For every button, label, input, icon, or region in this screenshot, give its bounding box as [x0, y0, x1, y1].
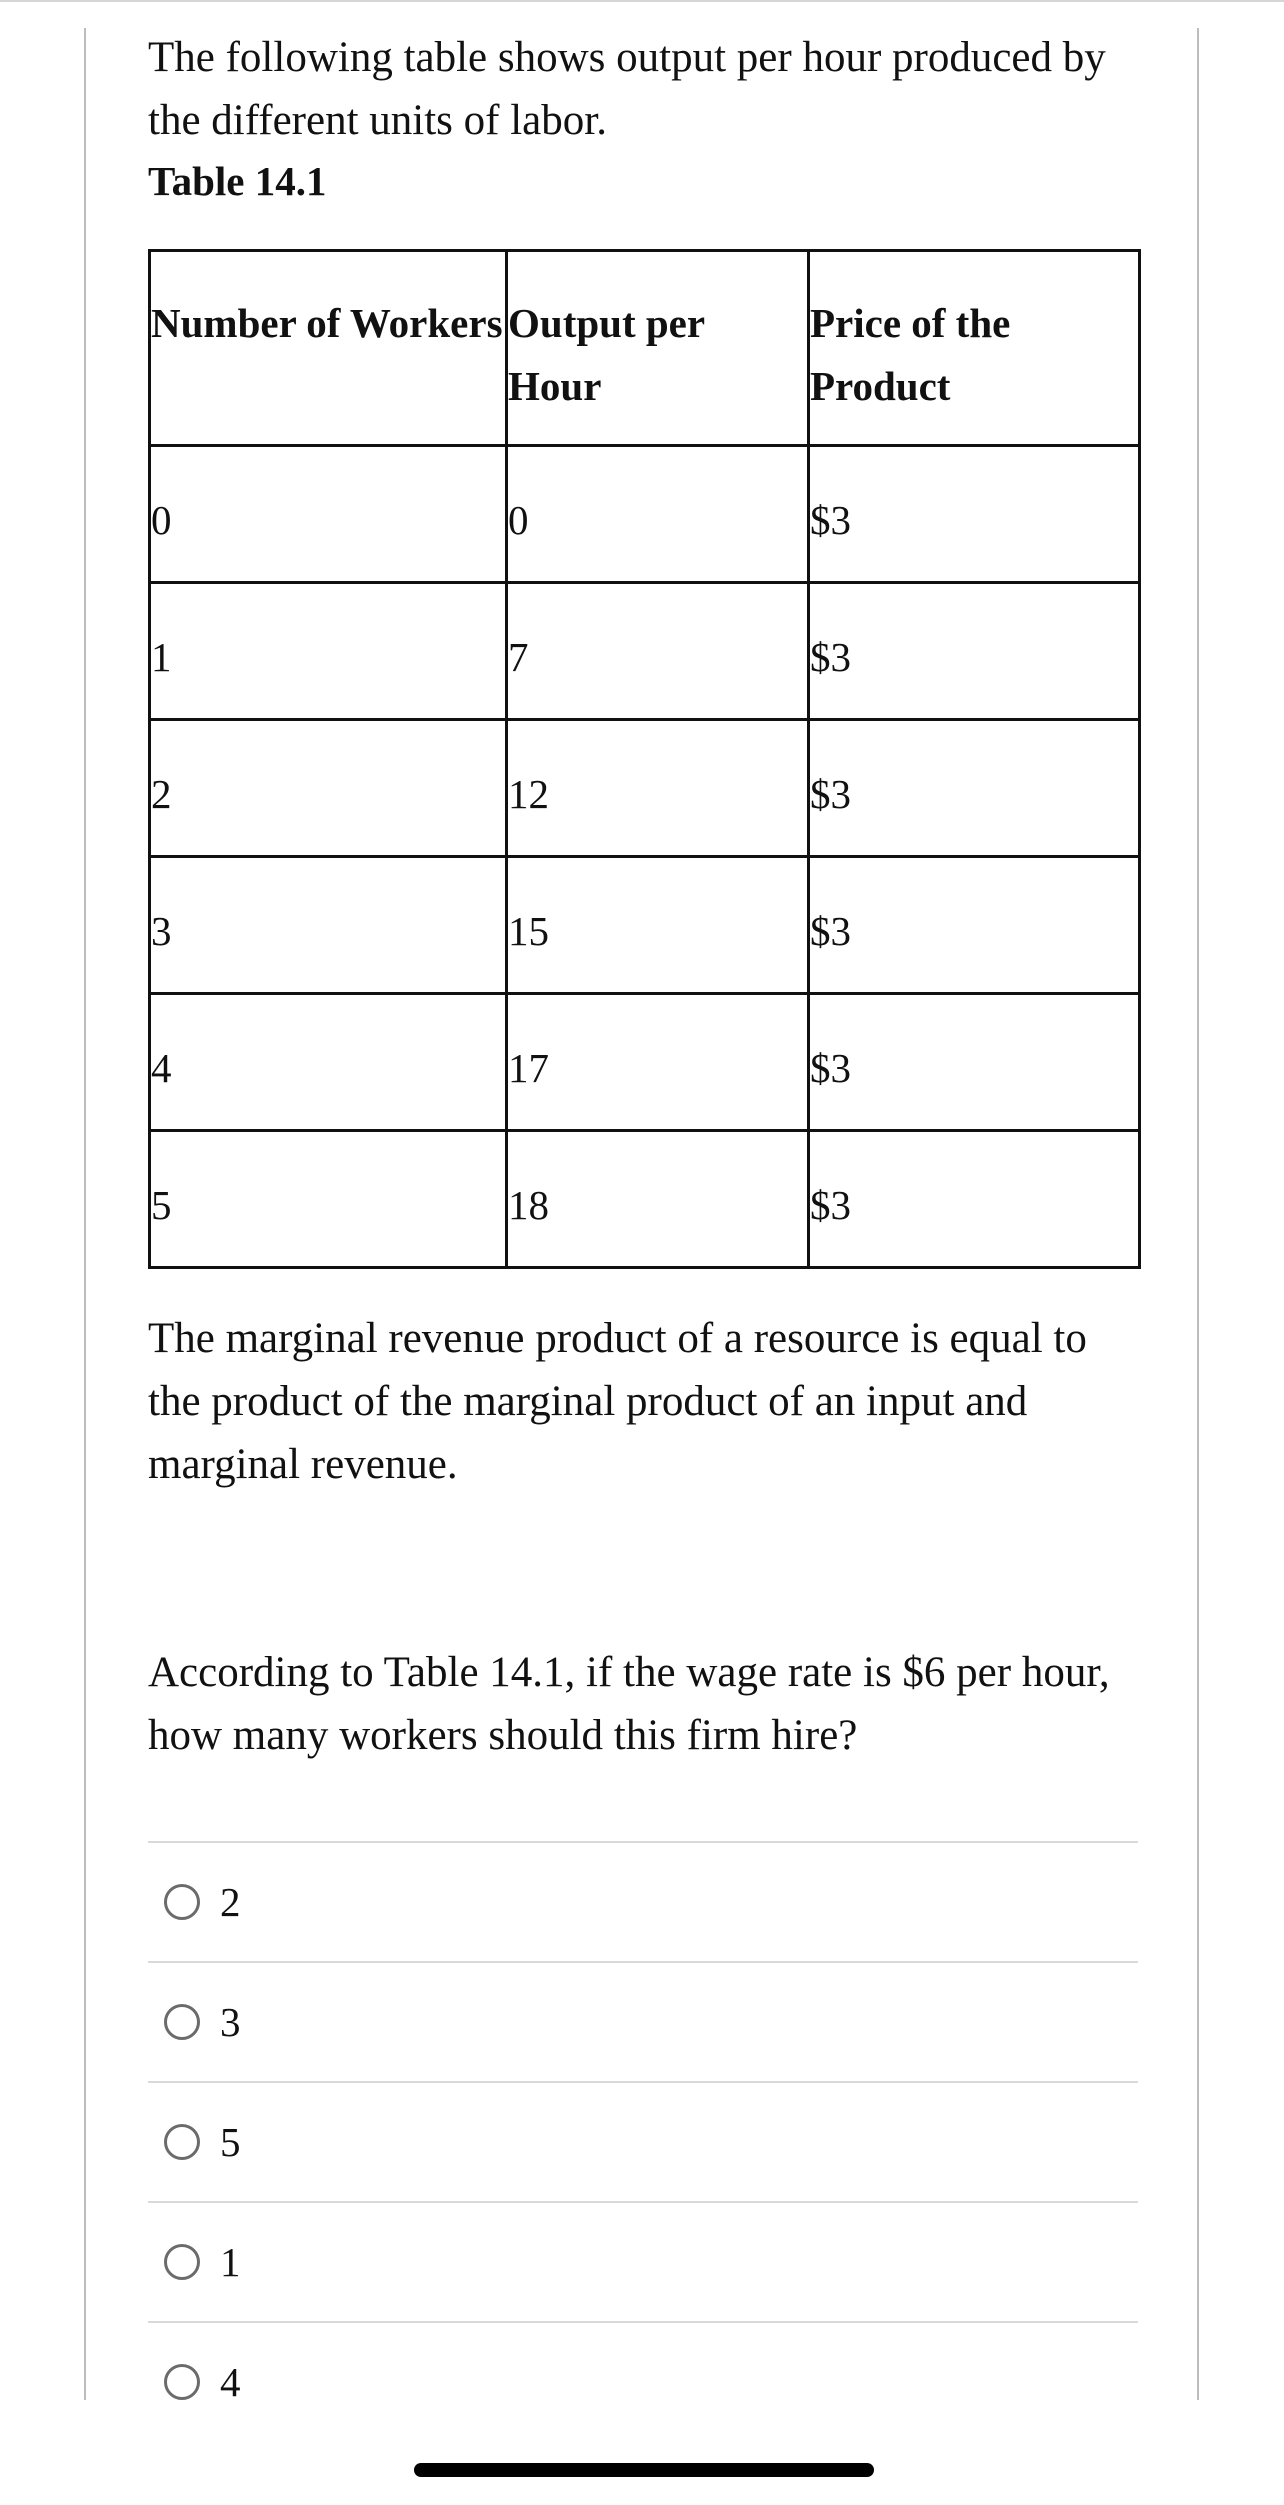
intro-text: The following table shows output per hour produced by the different units of labor.: [148, 34, 1106, 144]
cell-price: $3: [809, 583, 1140, 720]
answer-option-label: 3: [220, 1999, 241, 2045]
cell-workers: 3: [150, 857, 507, 994]
answer-option[interactable]: [148, 2201, 1138, 2321]
answer-option-label: 2: [220, 1879, 241, 1925]
answer-option[interactable]: [148, 1961, 1138, 2081]
cell-workers: 1: [150, 583, 507, 720]
header-output-per-hour: Output per Hour: [507, 251, 809, 446]
cell-price: $3: [809, 446, 1140, 583]
cell-price: $3: [809, 994, 1140, 1131]
cell-workers: 0: [150, 446, 507, 583]
answer-option-label: 4: [220, 2359, 241, 2405]
answer-option[interactable]: [148, 2321, 1138, 2441]
cell-output: 18: [507, 1131, 809, 1268]
table-title: Table 14.1: [148, 158, 327, 204]
cell-price: $3: [809, 857, 1140, 994]
question-text: According to Table 14.1, if the wage rate is $6 per hour, how many workers should this firm hire?: [148, 1649, 1110, 1759]
top-divider: [0, 0, 1284, 2]
answer-option-label: 1: [220, 2239, 241, 2285]
radio-unselected-icon[interactable]: [164, 2244, 200, 2280]
explanation-text: The marginal revenue product of a resource is equal to the product of the marginal product of an input and marginal revenue.: [148, 1315, 1087, 1488]
radio-unselected-icon[interactable]: [164, 1884, 200, 1920]
cell-output: 15: [507, 857, 809, 994]
answer-options: [148, 1841, 1138, 2441]
answer-option[interactable]: [148, 2081, 1138, 2201]
cell-price: $3: [809, 720, 1140, 857]
table-row: [150, 720, 1140, 857]
cell-output: 0: [507, 446, 809, 583]
cell-workers: 2: [150, 720, 507, 857]
cell-price: $3: [809, 1131, 1140, 1268]
header-price-of-product: Price of the Product: [809, 251, 1140, 446]
radio-unselected-icon[interactable]: [164, 2004, 200, 2040]
radio-unselected-icon[interactable]: [164, 2364, 200, 2400]
radio-unselected-icon[interactable]: [164, 2124, 200, 2160]
right-border-line: [1197, 28, 1199, 2400]
table-row: [150, 583, 1140, 720]
table-row: [150, 994, 1140, 1131]
cell-output: 17: [507, 994, 809, 1131]
cell-output: 7: [507, 583, 809, 720]
data-table: [148, 249, 1141, 1269]
header-number-of-workers: Number of Workers: [150, 251, 507, 446]
home-indicator[interactable]: [414, 2463, 874, 2477]
left-border-line: [84, 28, 86, 2400]
table-row: [150, 446, 1140, 583]
cell-workers: 5: [150, 1131, 507, 1268]
table-row: [150, 1131, 1140, 1268]
answer-option[interactable]: [148, 1841, 1138, 1961]
answer-option-label: 5: [220, 2119, 241, 2165]
table-header-row: [150, 251, 1140, 446]
table-row: [150, 857, 1140, 994]
cell-output: 12: [507, 720, 809, 857]
cell-workers: 4: [150, 994, 507, 1131]
